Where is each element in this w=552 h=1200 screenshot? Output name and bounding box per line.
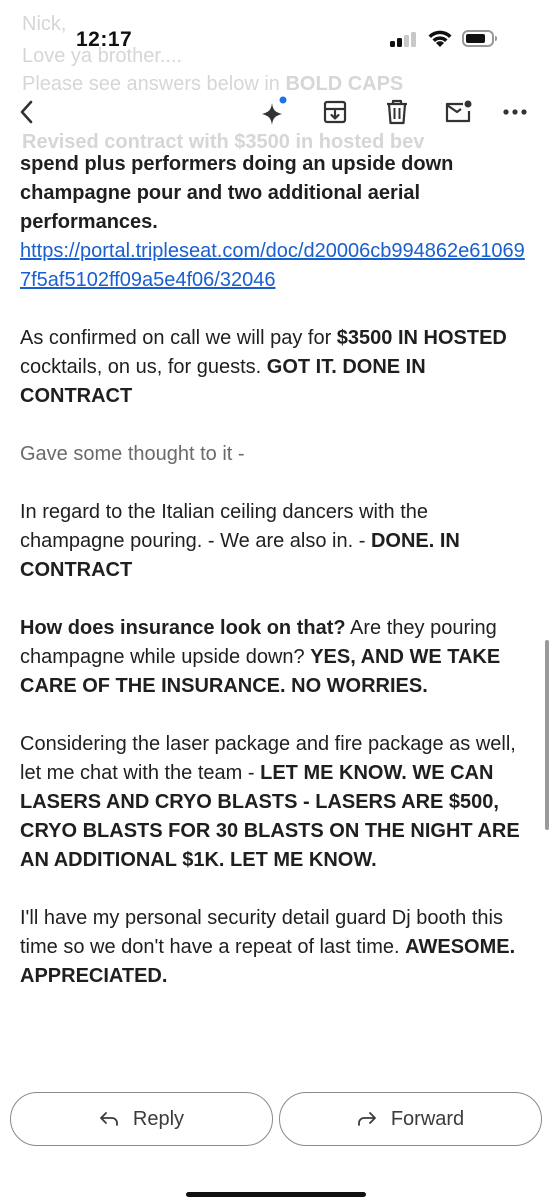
- forward-label: Forward: [390, 1107, 465, 1130]
- status-time: 12:17: [76, 28, 133, 51]
- contract-summary: spend plus performers doing an upside down champagne pour and two additional aerial performances.: [20, 153, 454, 233]
- scrollbar[interactable]: [545, 640, 549, 830]
- forward-icon: [357, 1111, 377, 1127]
- message-body: [20, 150, 532, 1020]
- tripleseat-link[interactable]: https://portal.tripleseat.com/doc/d20006cb994862e610697f5af5102ff09a5e4f06/32046: [20, 240, 525, 291]
- ceiling-dancers-paragraph: In regard to the Italian ceiling dancers with the champagne pouring. - We are also in. - DONE. IN CONTRACT: [20, 501, 460, 581]
- laser-package-paragraph: Considering the laser package and fire package as well, let me chat with the team - LET ME KNOW. WE CAN LASERS AND CRYO BLASTS - LASERS ARE $500, CRYO BLASTS FOR 30 BLASTS ON THE NIGHT ARE AN ADDITIONAL $1K. LET ME KNOW.: [20, 733, 520, 871]
- reply-button[interactable]: [10, 1092, 273, 1146]
- back-button[interactable]: [10, 94, 46, 130]
- forward-button[interactable]: [279, 1092, 542, 1146]
- message-toolbar: [0, 88, 552, 138]
- delete-button[interactable]: [379, 94, 415, 130]
- sparkle-icon: [258, 95, 288, 129]
- archive-button[interactable]: [317, 94, 353, 130]
- archive-icon: [321, 98, 349, 126]
- thought-paragraph: Gave some thought to it -: [20, 443, 245, 465]
- notification-dot: [280, 97, 287, 104]
- status-bar: [0, 0, 552, 88]
- mark-unread-icon: [443, 98, 473, 126]
- gemini-button[interactable]: [255, 94, 291, 130]
- hosted-cocktails-paragraph: As confirmed on call we will pay for $3500 IN HOSTED cocktails, on us, for guests. GOT IT. DONE IN CONTRACT: [20, 327, 507, 407]
- back-icon: [17, 99, 39, 125]
- mark-unread-button[interactable]: [440, 94, 476, 130]
- insurance-paragraph: How does insurance look on that? Are they pouring champagne while upside down? YES, AND WE TAKE CARE OF THE INSURANCE. NO WORRIES.: [20, 617, 501, 697]
- contract-paragraph: [20, 150, 532, 295]
- security-paragraph: I'll have my personal security detail guard Dj booth this time so we don't have a repeat of last time. AWESOME. APPRECIATED.: [20, 907, 516, 987]
- bottom-action-bar: [0, 1080, 552, 1200]
- trash-icon: [384, 98, 410, 126]
- more-icon: [503, 108, 527, 116]
- ghost-line-2: Love ya brother....: [22, 45, 183, 67]
- ghost-line-4: Revised contract with $3500 in hosted bev: [22, 131, 425, 153]
- home-indicator: [186, 1192, 366, 1197]
- wifi-icon: [427, 28, 453, 48]
- more-options-button[interactable]: [497, 94, 533, 130]
- cellular-signal-icon: [390, 31, 418, 47]
- reply-icon: [99, 1111, 119, 1127]
- ghost-line-3: Please see answers below in BOLD CAPS: [22, 73, 404, 95]
- battery-icon: [462, 30, 494, 47]
- reply-label: Reply: [132, 1107, 185, 1130]
- ghost-greeting: Nick,: [22, 13, 67, 35]
